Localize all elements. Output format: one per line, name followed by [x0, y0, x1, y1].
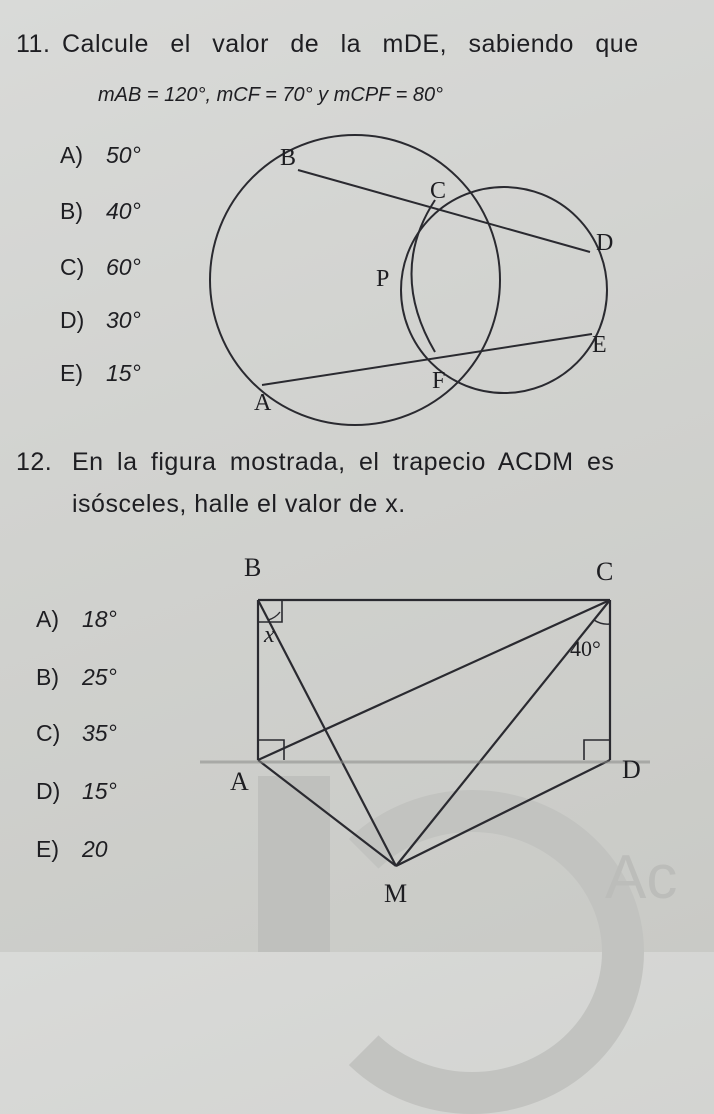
- question-12-line-2: isósceles, halle el valor de x.: [72, 490, 406, 518]
- option-letter: B): [36, 664, 59, 690]
- segment-dm: [396, 760, 610, 866]
- angle-arc-40: [594, 620, 610, 624]
- question-11-text: Calcule el valor de la mDE, sabiendo que: [62, 30, 639, 58]
- label-a: A: [230, 767, 249, 796]
- option-letter: C): [60, 254, 85, 280]
- label-x: x: [264, 622, 275, 648]
- label-c: C: [430, 178, 447, 204]
- option-value: 30°: [106, 307, 141, 333]
- option-letter: E): [60, 360, 83, 386]
- question-12-number: 12.: [16, 448, 53, 476]
- option-letter: A): [60, 142, 83, 168]
- small-circle: [401, 187, 607, 393]
- line-ae: [262, 334, 592, 385]
- right-angle-d: [584, 740, 610, 760]
- option-value: 18°: [82, 606, 117, 632]
- question-11-number: 11.: [16, 30, 51, 58]
- option-value: 15°: [106, 360, 141, 386]
- watermark-text: Ac: [605, 843, 678, 912]
- question-11-conditions: mAB = 120°, mCF = 70° y mCPF = 80°: [98, 84, 444, 106]
- question-12-line-1: En la figura mostrada, el trapecio ACDM es: [72, 448, 615, 476]
- label-p: P: [376, 266, 390, 292]
- option-letter: C): [36, 720, 61, 746]
- figure-circles: [0, 0, 714, 440]
- option-value: 15°: [82, 778, 117, 804]
- label-a: A: [254, 390, 272, 416]
- figure-trapezoid: [0, 540, 714, 940]
- arc-cpf: [412, 200, 436, 352]
- segment-ac: [258, 600, 610, 760]
- option-letter: A): [36, 606, 59, 632]
- label-angle-40: 40°: [570, 636, 601, 661]
- option-value: 20: [82, 836, 108, 862]
- angle-arc-x: [268, 612, 280, 620]
- option-value: 50°: [106, 142, 141, 168]
- label-b: B: [244, 553, 262, 582]
- label-m: M: [384, 879, 408, 908]
- segment-am: [258, 760, 396, 866]
- label-c: C: [596, 557, 614, 586]
- label-f: F: [432, 368, 446, 394]
- option-letter: B): [60, 198, 83, 224]
- label-b: B: [280, 145, 297, 171]
- option-value: 40°: [106, 198, 141, 224]
- option-letter: D): [36, 778, 61, 804]
- option-value: 35°: [82, 720, 117, 746]
- segment-bm: [258, 600, 396, 866]
- label-e: E: [592, 332, 607, 358]
- option-letter: E): [36, 836, 59, 862]
- option-value: 60°: [106, 254, 141, 280]
- option-value: 25°: [82, 664, 117, 690]
- label-d: D: [596, 230, 614, 256]
- label-d: D: [622, 755, 641, 784]
- option-letter: D): [60, 307, 85, 333]
